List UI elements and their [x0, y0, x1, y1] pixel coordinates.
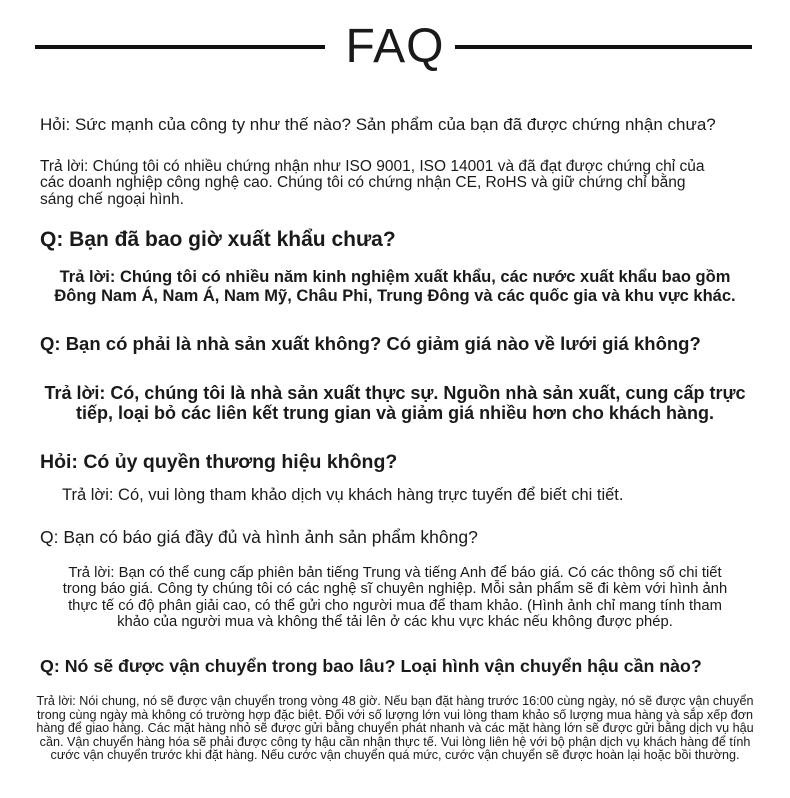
faq-question	[40, 527, 780, 547]
faq-question	[40, 333, 780, 355]
faq-answer	[62, 485, 780, 505]
answer-line: Trả lời: Nói chung, nó sẽ được vận chuyển trong vòng 48 giờ. Nếu bạn đặt hàng trước 16:00 cùng ngày, nó sẽ được vận chuyển	[36, 694, 754, 708]
faq-answer	[12, 695, 778, 763]
answer-line: Trả lời: Chúng tôi có nhiều năm kinh nghiệm xuất khẩu, các nước xuất khẩu bao gồm	[59, 268, 731, 286]
answer-line: Trả lời: Có, vui lòng tham khảo dịch vụ khách hàng trực tuyến để biết chi tiết.	[62, 486, 624, 504]
question-text: Hỏi: Sức mạnh của công ty như thế nào? Sản phẩm của bạn đã được chứng nhận chưa?	[40, 115, 716, 134]
faq-question	[40, 228, 780, 252]
answer-line: trong cùng ngày mà không có trường hợp đặc biệt. Đối với số lượng lớn vui lòng tham khảo số lượng mua hàng và sắp xếp đơn	[37, 707, 753, 722]
faq-answer	[12, 565, 778, 631]
answer-line: cước vận chuyển trước khi đặt hàng. Nếu cước vận chuyển quá mức, cước vận chuyển sẽ được hoàn lại hoặc bồi thường.	[50, 748, 740, 762]
answer-line: Trả lời: Bạn có thể cung cấp phiên bản tiếng Trung và tiếng Anh để báo giá. Có các thông số chi tiết	[68, 565, 722, 581]
answer-line: tiếp, loại bỏ các liên kết trung gian và giảm giá nhiều hơn cho khách hàng.	[76, 402, 714, 423]
faq-answer	[12, 384, 778, 423]
faq-question	[40, 655, 780, 677]
question-text: Q: Bạn đã bao giờ xuất khẩu chưa?	[40, 228, 396, 251]
question-text: Q: Bạn có báo giá đầy đủ và hình ảnh sản phẩm không?	[40, 527, 478, 547]
question-text: Q: Bạn có phải là nhà sản xuất không? Có giảm giá nào về lưới giá không?	[40, 333, 701, 354]
faq-answer	[12, 268, 778, 306]
question-text: Hỏi: Có ủy quyền thương hiệu không?	[40, 451, 398, 473]
faq-answer	[40, 159, 780, 208]
faq-question	[40, 115, 780, 135]
title-rule-right	[455, 45, 752, 49]
answer-line: trong báo giá. Công ty chúng tôi có các nghệ sĩ chuyên nghiệp. Mỗi sản phẩm sẽ đi kèm với hình ảnh	[62, 581, 728, 598]
faq-question	[40, 451, 780, 473]
question-text: Q: Nó sẽ được vận chuyển trong bao lâu? Loại hình vận chuyển hậu cần nào?	[40, 656, 702, 676]
answer-line: cần. Vận chuyển hàng hóa sẽ phải được công ty hậu cần nhận thực tế. Vui lòng liên hệ với bộ phận dịch vụ khách hàng để tính	[39, 734, 751, 749]
answer-line: các doanh nghiệp công nghệ cao. Chúng tôi có chứng nhận CE, RoHS và giữ chứng chỉ bằng	[40, 174, 686, 192]
answer-line: thực tế có độ phân giải cao, có thể gửi cho người mua để tham khảo. (Hình ảnh chỉ mang tính tham	[68, 597, 722, 614]
page-title: FAQ	[345, 20, 445, 73]
answer-line: hàng để giao hàng. Các mặt hàng nhỏ sẽ được gửi bằng chuyển phát nhanh và các mặt hàng lớn sẽ được gửi bằng dịch vụ hậu	[36, 721, 754, 735]
answer-line: khảo của người mua và không thể tải lên ở các khu vực khác nếu không được phép.	[117, 614, 673, 631]
answer-line: sáng chế ngoại hình.	[40, 190, 184, 208]
answer-line: Trả lời: Chúng tôi có nhiều chứng nhận như ISO 9001, ISO 14001 và đã đạt được chứng chỉ của	[40, 158, 705, 175]
answer-line: Trả lời: Có, chúng tôi là nhà sản xuất thực sự. Nguồn nhà sản xuất, cung cấp trực	[44, 383, 746, 403]
answer-line: Đông Nam Á, Nam Á, Nam Mỹ, Châu Phi, Trung Đông và các quốc gia và khu vực khác.	[54, 287, 736, 305]
